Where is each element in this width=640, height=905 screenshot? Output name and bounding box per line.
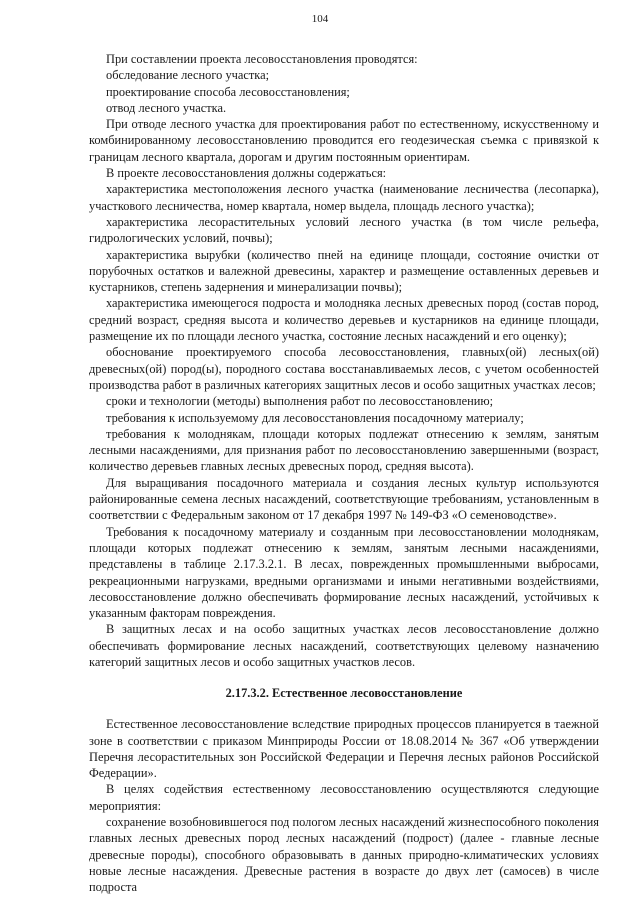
paragraph: В защитных лесах и на особо защитных участках лесов лесовосстановление должно обеспечивать формирование лесных насаждений, соответствующих целевому назначению категорий защитных лесов и особо защитных участков лесов. bbox=[89, 622, 599, 669]
paragraph: Естественное лесовосстановление вследствие природных процессов планируется в таежной зоне в соответствии с приказом Минприроды России от 18.08.2014 № 367 «Об утверждении Перечня лесорастительных зон Российской Федерации и Перечня лесных районов Российской Федерации». bbox=[89, 717, 599, 781]
paragraph: проектирование способа лесовосстановления; bbox=[106, 84, 350, 99]
paragraph: Для выращивания посадочного материала и создания лесных культур используются районированные семена лесных насаждений, соответствующие требованиям, установленным в соответствии с Федеральным законом от 17 декабря 1997 № 149-ФЗ «О семеноводстве». bbox=[89, 475, 599, 523]
paragraph: Требования к посадочному материалу и созданным при лесовосстановлении молоднякам, площади которых подлежат отнесению к землям, занятым лесными насаждениями, представлены в таблице 2.17.3.2.1. В лесах, поврежденных промышленными выбросами, рекреационными нагрузками, вредными организмами и иными негативными воздействиями, лесовосстановление должно обеспечивать формирование лесных насаждений, устойчивых к указанным факторам повреждения. bbox=[89, 524, 599, 621]
paragraph: При составлении проекта лесовосстановления проводятся: bbox=[106, 52, 418, 66]
paragraph: характеристика лесорастительных условий лесного участка (в том числе рельефа, гидрологических условий, почвы); bbox=[89, 214, 599, 246]
paragraph: сроки и технологии (методы) выполнения работ по лесовосстановлению; bbox=[106, 394, 494, 409]
paragraphs-after bbox=[89, 716, 599, 895]
section-heading: 2.17.3.2. Естественное лесовосстановление bbox=[225, 686, 463, 701]
paragraph: обоснование проектируемого способа лесовосстановления, главных(ой) лесных(ой) древесных(ой) пород(ы), породного состава восстанавливаемых лесов, с учетом особенностей производства работ в различных категориях защитных лесов и особо защитных участках лесов; bbox=[89, 345, 599, 392]
paragraph: В проекте лесовосстановления должны содержаться: bbox=[106, 166, 387, 181]
paragraphs-before bbox=[89, 51, 599, 670]
document-body bbox=[89, 51, 599, 896]
paragraph: сохранение возобновившегося под пологом лесных насаждений жизнеспособного поколения главных лесных древесных пород лесных насаждений (подрост) (далее - главные лесные древесные породы), способного образовывать в данных природно-климатических условиях новые лесные насаждения. Древесные растения в возрасте до двух лет (самосев) в числе подроста bbox=[89, 815, 599, 895]
paragraph: В целях содействия естественному лесовосстановлению осуществляются следующие мероприятия: bbox=[89, 782, 599, 813]
paragraph: характеристика местоположения лесного участка (наименование лесничества (лесопарка), участкового лесничества, номер квартала, номер выдела, площадь лесного участка); bbox=[89, 182, 599, 213]
paragraph: требования к молоднякам, площади которых подлежат отнесению к землям, занятым лесными насаждениями, для признания работ по лесовосстановлению завершенными (возраст, количество деревьев главных лесных древесных пород, средняя высота). bbox=[89, 426, 599, 474]
paragraph: отвод лесного участка. bbox=[106, 100, 227, 115]
paragraph: При отводе лесного участка для проектирования работ по естественному, искусственному и комбинированному лесовосстановлению проводится его геодезическая съемка с привязкой к границам лесного квартала, дорогам и другим постоянным ориентирам. bbox=[89, 117, 599, 164]
paragraph: характеристика вырубки (количество пней на единице площади, состояние очистки от порубочных остатков и валежной древесины, характер и размещение оставленных деревьев и кустарников, степень задернения и минерализации почвы); bbox=[89, 247, 599, 295]
paragraph: требования к используемому для лесовосстановления посадочному материалу; bbox=[106, 410, 524, 425]
page-number: 104 bbox=[311, 13, 329, 25]
paragraph: обследование лесного участка; bbox=[106, 68, 270, 83]
paragraph: характеристика имеющегося подроста и молодняка лесных древесных пород (состав пород, средний возраст, средняя высота и количество деревьев и кустарников на единице площади, размещение их по площади лесного участка, состояние лесных насаждений и его оценку); bbox=[89, 296, 599, 344]
